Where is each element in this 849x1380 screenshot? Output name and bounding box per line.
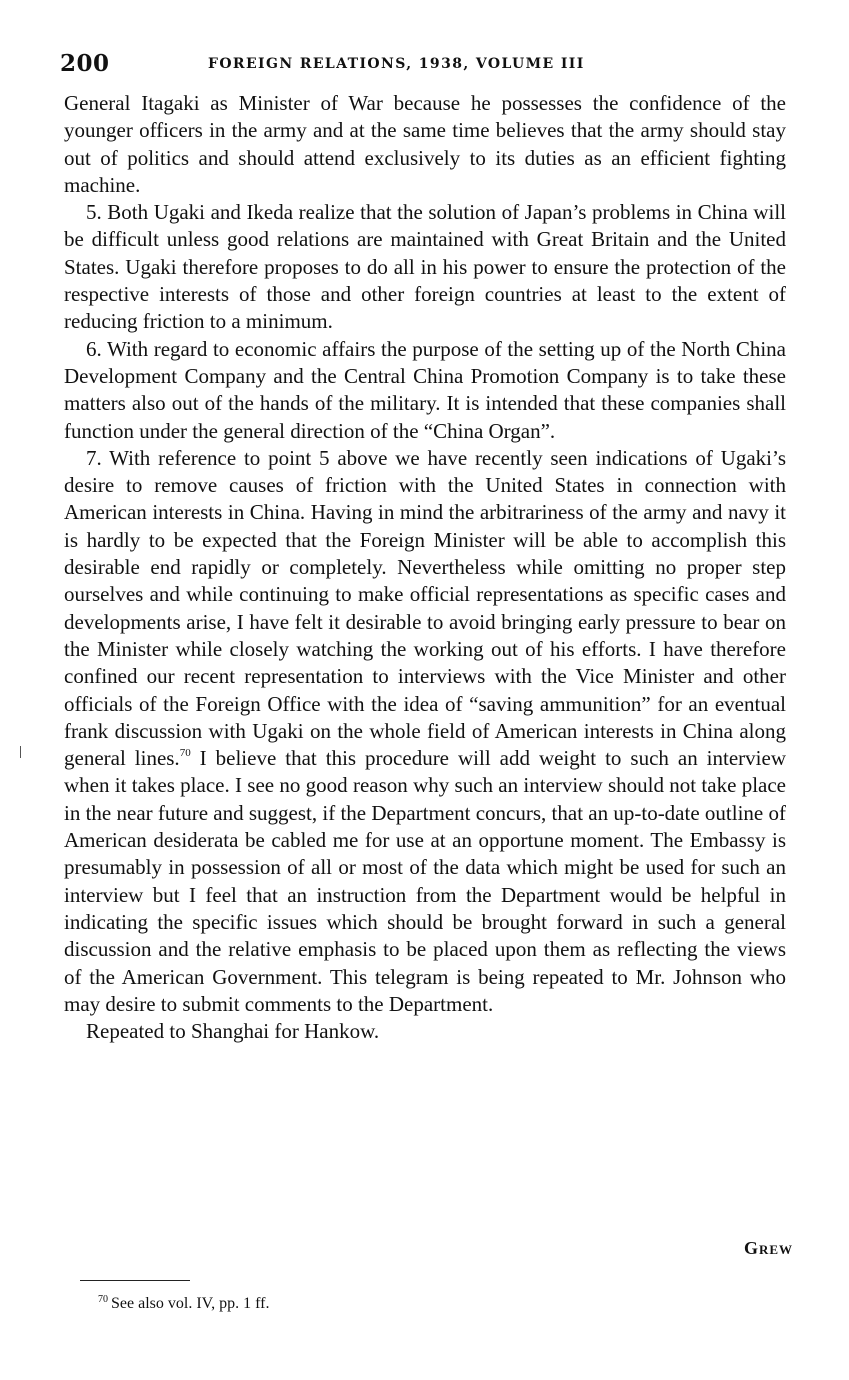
closing-line: Repeated to Shanghai for Hankow. [86,1019,380,1044]
paragraph-7-part-b: I believe that this procedure will add weight to such an interview when it takes place. I see no good reason why such an interview should not take place in the near future and suggest, if the Department concurs, that an up-to-date outline of American desiderata be cabled me for use at an opportune moment. The Embassy is presumably in possession of all or most of the data which might be used for such an interview but I feel that an instruction from the Department would be helpful in indicating the specific issues which should be brought forward in such a general discussion and the relative emphasis to be placed upon them as reflecting the views of the American Government. This telegram is being repeated to Mr. Johnson who may desire to submit comments to the Department. [64,746,786,1016]
margin-mark [20,746,21,758]
page-header [60,50,800,80]
body-text [64,90,786,1045]
footnote-rule [80,1280,190,1281]
paragraph-5: 5. Both Ugaki and Ikeda realize that the solution of Japan’s problems in China will be difficult unless good relations are maintained with Great Britain and the United States. Ugaki therefore proposes to do all in his power to ensure the protection of the respective interests of those and other foreign countries at least to the extent of reducing friction to a minimum. [64,200,786,334]
paragraph-continued: General Itagaki as Minister of War because he possesses the confidence of the younger officers in the army and at the same time believes that the army should stay out of politics and should attend exclusively to its duties as an efficient fighting machine. [64,91,786,197]
footnote [98,1295,270,1313]
footnote-number: 70 [98,1294,108,1305]
paragraph-7-part-a: 7. With reference to point 5 above we have recently seen indications of Ugaki’s desire to remove causes of friction with the United States in connection with American interests in China. Having in mind the arbitrariness of the army and navy it is hardly to be expected that the Foreign Minister will be able to accomplish this desirable end rapidly or completely. Nevertheless while omitting no proper step ourselves and while continuing to make official representations as specific cases and developments arise, I have felt it desirable to avoid bringing early pressure to bear on the Minister while closely watching the working out of his efforts. I have therefore confined our recent representation to interviews with the Vice Minister and other officials of the Foreign Office with the idea of “saving ammunition” for an eventual frank discussion with Ugaki on the whole field of American interests in China along general lines. [64,445,786,771]
signature: Grew [743,1238,793,1258]
footnote-reference[interactable]: 70 [179,747,191,760]
footnote-text: See also vol. IV, pp. 1 ff. [111,1295,270,1312]
running-head: FOREIGN RELATIONS, 1938, VOLUME III [208,56,585,72]
paragraph-7 [64,445,786,1018]
paragraph-6: 6. With regard to economic affairs the purpose of the setting up of the North China Development Company and the Central China Promotion Company is to take these matters also out of the hands of the military. It is intended that these companies shall function under the general direction of the “China Organ”. [64,336,786,443]
page-number: 200 [60,50,110,77]
